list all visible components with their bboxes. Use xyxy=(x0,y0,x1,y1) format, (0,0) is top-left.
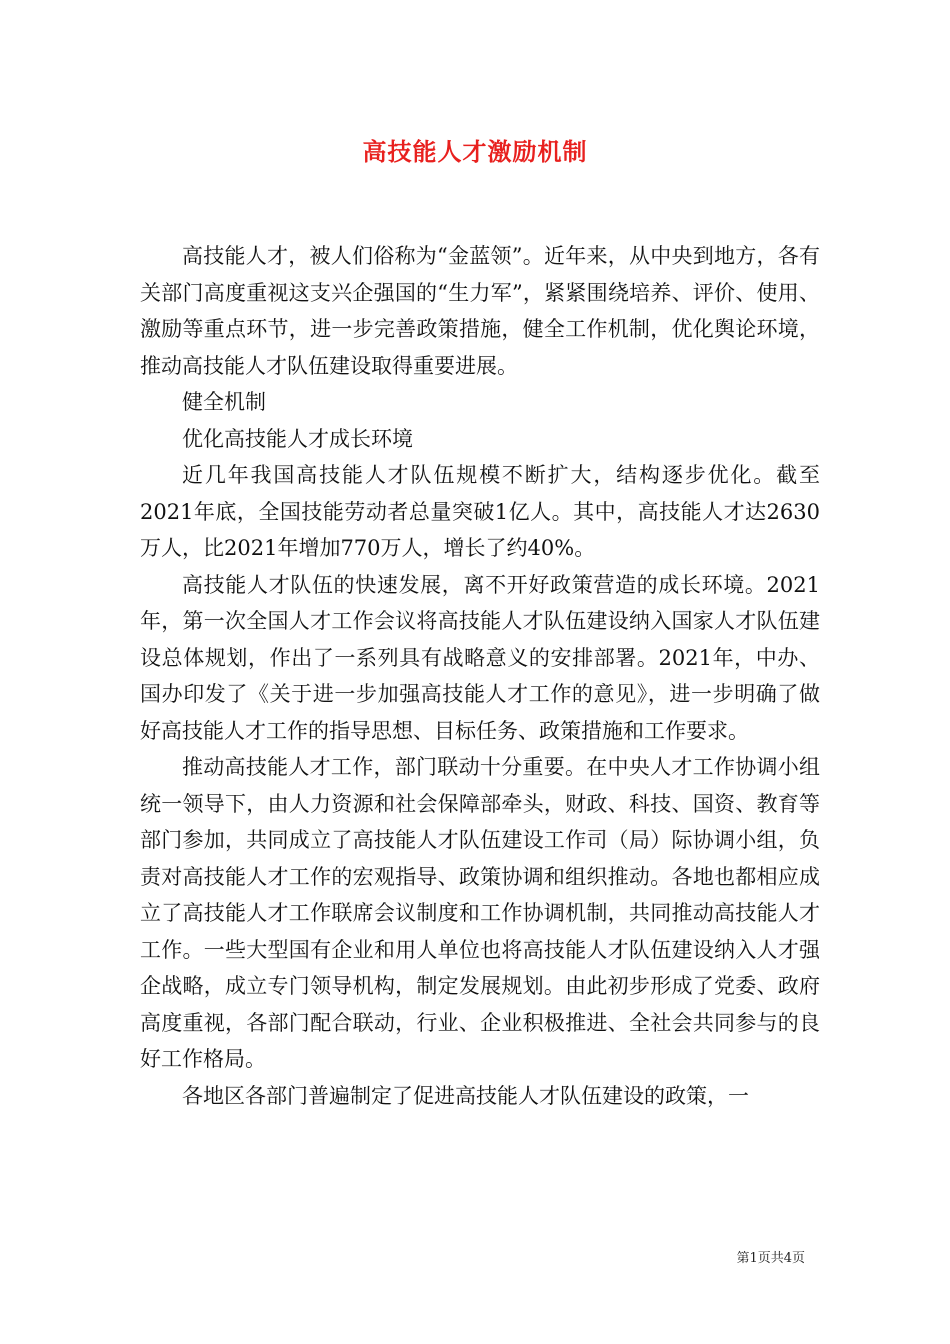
section-subheading-environment: 优化高技能人才成长环境 xyxy=(182,426,413,451)
paragraph-local-policies: 各地区各部门普遍制定了促进高技能人才队伍建设的政策，一 xyxy=(182,1083,749,1108)
paragraph-scale: 近几年我国高技能人才队伍规模不断扩大，结构逐步优化。截至2021年底，全国技能劳动者总量突破1亿人。其中，高技能人才达2630万人，比2021年增加770万人，增长了约40%。 xyxy=(140,463,820,560)
paragraph-intro: 高技能人才，被人们俗称为“金蓝领”。近年来，从中央到地方，各有关部门高度重视这支兴企强国的“生力军”，紧紧围绕培养、评价、使用、激励等重点环节，进一步完善政策措施，健全工作机制，优化舆论环境，推动高技能人才队伍建设取得重要进展。 xyxy=(140,244,820,378)
paragraph-coordination: 推动高技能人才工作，部门联动十分重要。在中央人才工作协调小组统一领导下，由人力资源和社会保障部牵头，财政、科技、国资、教育等部门参加，共同成立了高技能人才队伍建设工作司（局）际协调小组，负责对高技能人才工作的宏观指导、政策协调和组织推动。各地也都相应成立了高技能人才工作联席会议制度和工作协调机制，共同推动高技能人才工作。一些大型国有企业和用人单位也将高技能人才队伍建设纳入人才强企战略，成立专门领导机构，制定发展规划。由此初步形成了党委、政府高度重视，各部门配合联动，行业、企业积极推进、全社会共同参与的良好工作格局。 xyxy=(140,755,820,1071)
document-body xyxy=(140,238,820,1114)
document-title: 高技能人才激励机制 xyxy=(362,137,588,166)
section-heading-mechanism: 健全机制 xyxy=(182,390,266,414)
page-number: 第1页共4页 xyxy=(736,1251,805,1266)
paragraph-policy: 高技能人才队伍的快速发展，离不开好政策营造的成长环境。2021年，第一次全国人才工作会议将高技能人才队伍建设纳入国家人才队伍建设总体规划，作出了一系列具有战略意义的安排部署。2021年，中办、国办印发了《关于进一步加强高技能人才工作的意见》，进一步明确了做好高技能人才工作的指导思想、目标任务、政策措施和工作要求。 xyxy=(140,572,820,743)
